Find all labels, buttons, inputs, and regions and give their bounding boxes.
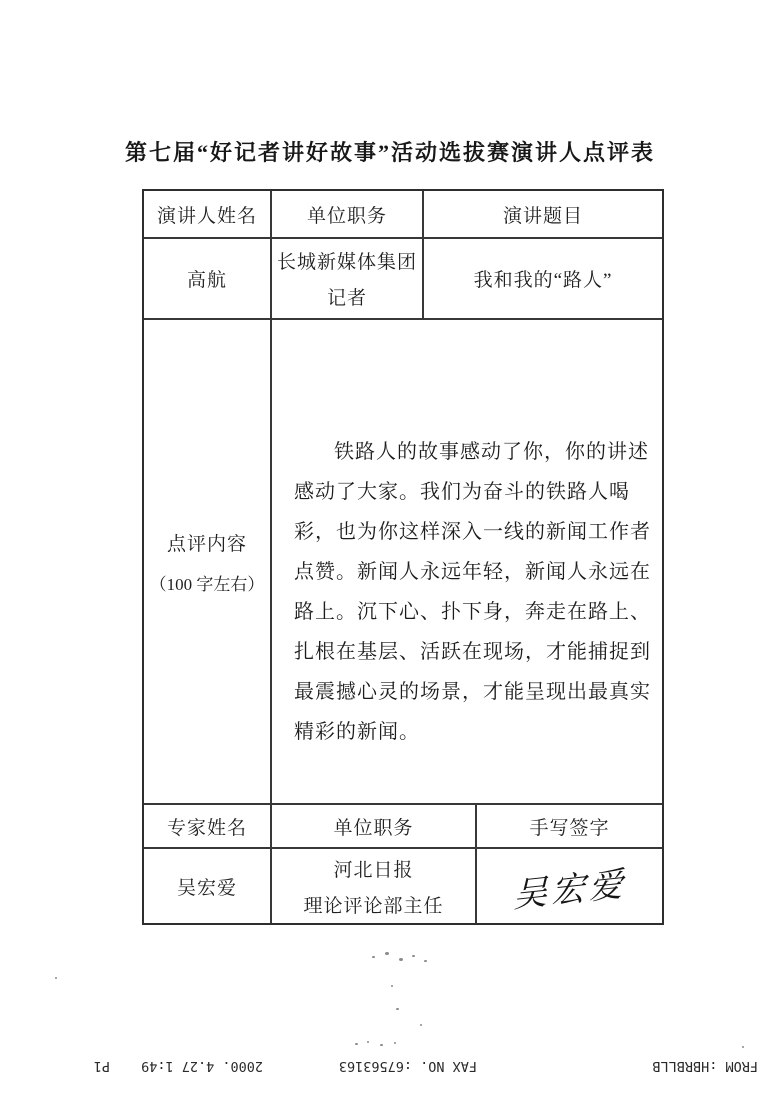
scan-noise — [355, 1043, 358, 1045]
header-signature: 手写签字 — [529, 817, 610, 839]
scan-noise — [391, 985, 393, 987]
comment-text: 铁路人的故事感动了你，你的讲述感动了大家。我们为奋斗的铁路人喝彩，也为你这样深入一线的新闻工作者点赞。新闻人永远年轻，新闻人永远在路上。沉下心、扑下身，奔走在路上、扎根在基层、活跃在现场，才能捕捉到最震撼心灵的场景，才能呈现出最真实精彩的新闻。 — [294, 441, 651, 743]
speech-topic: 我和我的“路人” — [473, 270, 613, 291]
comment-label — [144, 320, 270, 803]
scan-noise — [372, 956, 375, 958]
expert-name: 吴宏爱 — [176, 877, 237, 899]
expert-unit-line1: 河北日报 — [333, 859, 414, 881]
comment-cell — [272, 322, 664, 803]
fax-page-number: P1 — [93, 1058, 110, 1074]
scan-noise — [367, 1041, 369, 1043]
scan-noise — [399, 958, 403, 961]
speaker-unit — [272, 239, 422, 318]
fax-datetime: 2000. 4.27 1:49 — [141, 1058, 263, 1074]
scan-noise — [420, 1024, 422, 1026]
handwritten-signature: 吴宏爱 — [512, 863, 627, 916]
scan-noise — [385, 952, 389, 955]
speaker-unit-line2: 记者 — [326, 288, 367, 309]
header-expert-name: 专家姓名 — [166, 817, 247, 839]
fax-from-label: FROM :HBRBLLB — [652, 1058, 758, 1074]
header-speaker-unit: 单位职务 — [306, 205, 387, 227]
fax-transmission-footer — [20, 1052, 760, 1078]
comment-label-line1: 点评内容 — [166, 533, 247, 555]
evaluation-form-table — [142, 189, 664, 925]
scan-noise — [55, 977, 57, 979]
speaker-unit-line1: 长城新媒体集团 — [276, 252, 417, 273]
scan-noise — [394, 1042, 396, 1044]
signature-cell — [477, 849, 662, 923]
fax-number: FAX NO. :67563163 — [338, 1058, 477, 1074]
scan-noise — [380, 1044, 383, 1046]
header-speaker-name: 演讲人姓名 — [156, 205, 257, 227]
scan-noise — [412, 955, 415, 957]
scan-noise — [396, 1008, 399, 1010]
header-expert-unit: 单位职务 — [333, 817, 414, 839]
comment-label-line2: （100 字左右） — [149, 574, 265, 594]
scan-noise — [424, 960, 427, 962]
expert-unit — [272, 849, 475, 923]
header-speech-topic: 演讲题目 — [502, 205, 583, 227]
speaker-name: 高航 — [186, 270, 227, 291]
document-title: 第七届“好记者讲好故事”活动选拔赛演讲人点评表 — [124, 140, 655, 165]
expert-unit-line2: 理论评论部主任 — [303, 895, 444, 917]
